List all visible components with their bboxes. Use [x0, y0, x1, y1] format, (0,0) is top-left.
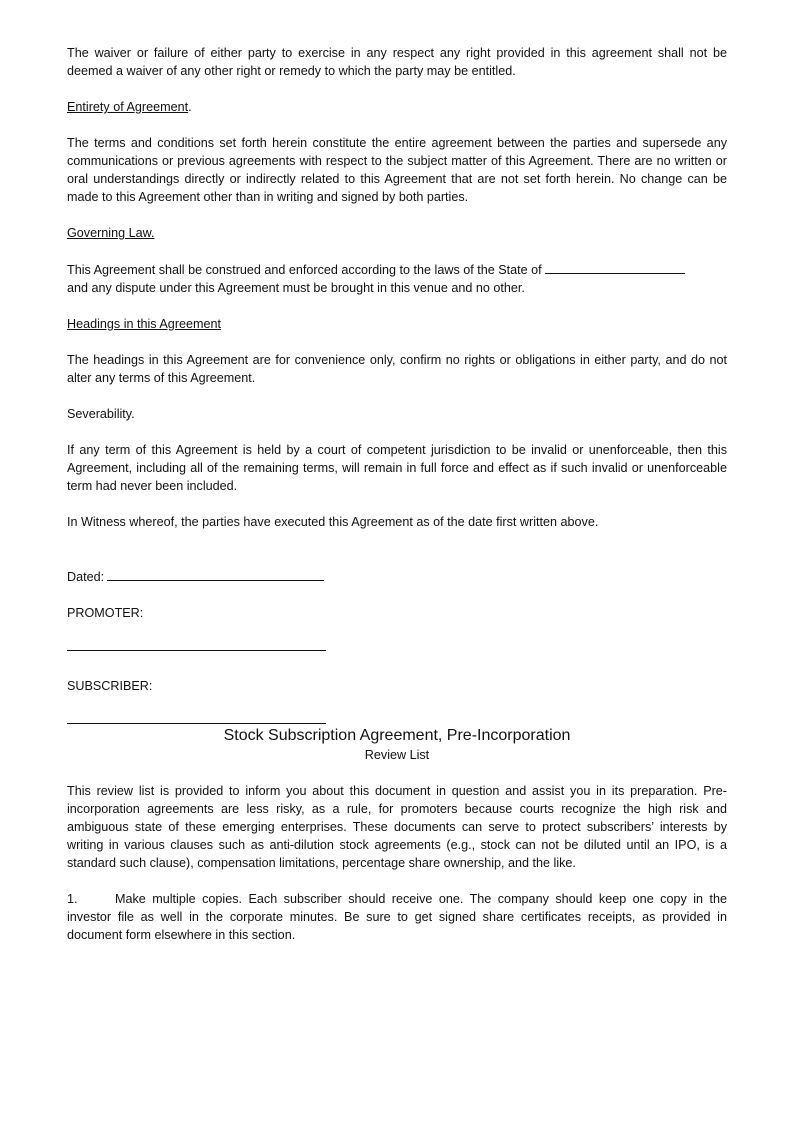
review-item-number: 1.: [67, 892, 78, 906]
entirety-heading: [67, 98, 727, 116]
promoter-label: PROMOTER:: [67, 606, 144, 620]
severability-paragraph: If any term of this Agreement is held by a court of competent jurisdiction to be invalid or unenforceable, then this Agreement, including all of the remaining terms, will remain in full force and effect as if such invalid or unenforceable term had never been included.: [67, 443, 727, 493]
waiver-paragraph: The waiver or failure of either party to exercise in any respect any right provided in this agreement shall not be deemed a waiver of any other right or remedy to which the party may be entitled.: [67, 46, 727, 78]
entirety-heading-suffix: .: [188, 100, 192, 114]
review-subtitle: Review List: [364, 748, 430, 762]
subscriber-label: SUBSCRIBER:: [67, 679, 153, 693]
severability-heading: Severability.: [67, 407, 135, 421]
headings-paragraph: The headings in this Agreement are for convenience only, confirm no rights or obligations in either party, and do not alter any terms of this Agreement.: [67, 353, 727, 385]
review-intro-paragraph: This review list is provided to inform you about this document in question and assist you in its preparation. Pre-incorporation agreements are less risky, as a rule, for promoters because courts recognize the high risk and ambiguous state of these emerging enterprises. These documents can serve to protect subscribers’ interests by writing in various clauses such as anti-dilution stock agreements (e.g., stock can not be diluted until an IPO, is a standard such clause), compensation limitations, percentage share ownership, and the like.: [67, 784, 727, 870]
review-item-1: [67, 890, 727, 944]
review-item-text: Make multiple copies. Each subscriber should receive one. The company should keep one copy in the investor file as well in the corporate minutes. Be sure to get signed share certificates receipts, as provided in document form elsewhere in this section.: [67, 892, 727, 942]
dated-blank-line: [107, 567, 324, 581]
governing-text-after: and any dispute under this Agreement must be brought in this venue and no other.: [67, 281, 525, 295]
headings-heading: [67, 315, 727, 333]
witness-paragraph: In Witness whereof, the parties have executed this Agreement as of the date first written above.: [67, 515, 599, 529]
dated-line: [67, 567, 727, 586]
governing-paragraph: [67, 260, 727, 297]
headings-heading-text: Headings in this Agreement: [67, 317, 222, 331]
state-blank-line: [545, 260, 685, 274]
entirety-paragraph: The terms and conditions set forth herein constitute the entire agreement between the parties and supersede any communications or previous agreements with respect to the subject matter of this Agreement. There are no written or oral understandings directly or indirectly related to this Agreement that are not set forth herein. No change can be made to this Agreement other than in writing and signed by both parties.: [67, 136, 727, 204]
entirety-heading-text: Entirety of Agreement: [67, 100, 189, 114]
review-title: Stock Subscription Agreement, Pre-Incorporation: [223, 727, 571, 744]
document-page: [67, 44, 727, 944]
governing-text-before: This Agreement shall be construed and enforced according to the laws of the State of: [67, 263, 542, 277]
dated-label: Dated:: [67, 570, 105, 584]
governing-heading: [67, 224, 727, 242]
governing-heading-text: Governing Law.: [67, 226, 155, 240]
subscriber-signature-line: [67, 723, 326, 724]
